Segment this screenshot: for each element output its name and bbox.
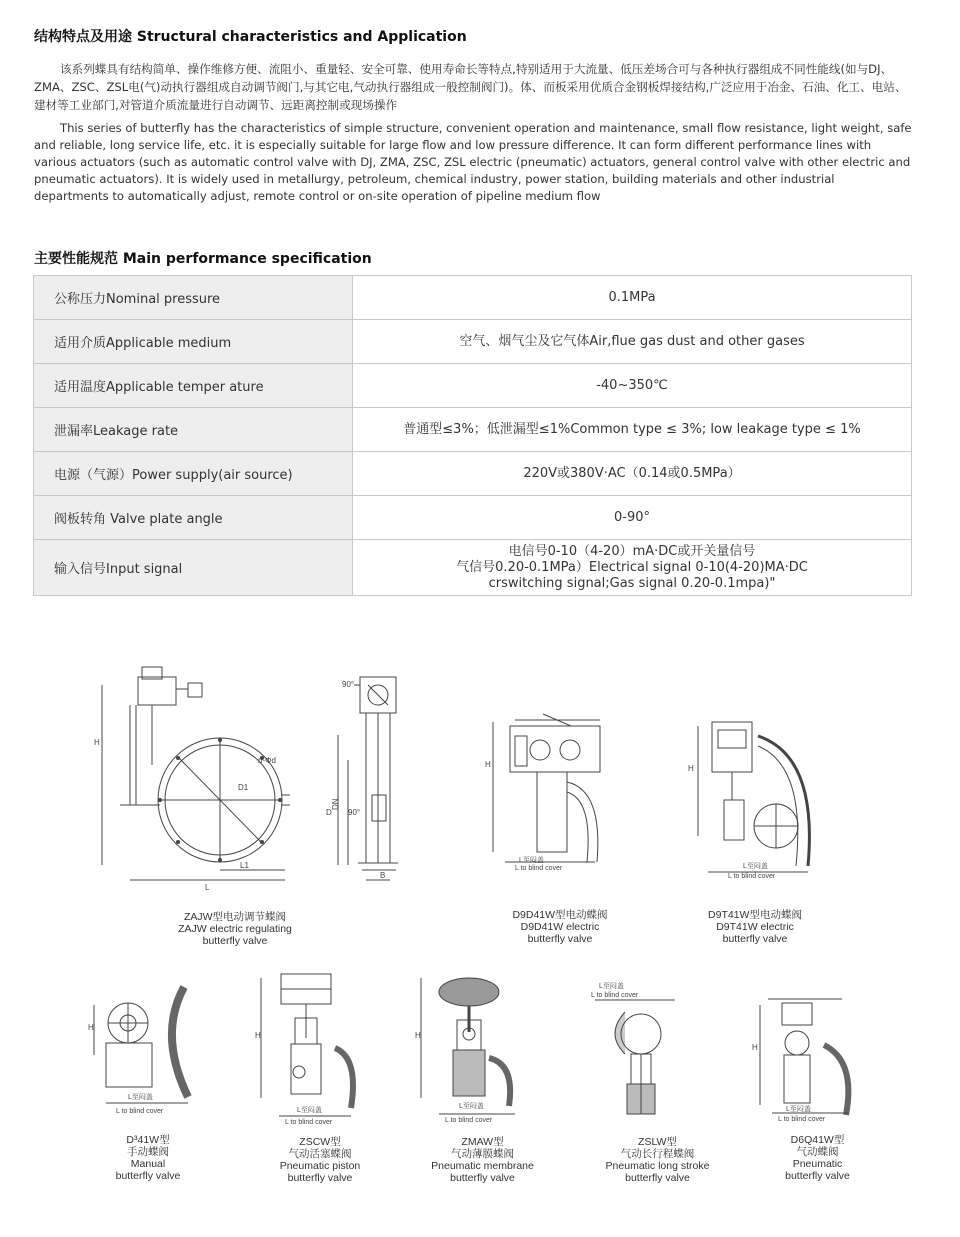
caption-cn: 气动活塞蝶阀 [288,1148,352,1160]
caption-cn: 气动蝶阀 [796,1146,839,1158]
zmaw-drawing [415,968,535,1128]
caption-cn: ZSCW型 [299,1136,341,1148]
dim-h-label: H [88,1023,94,1032]
caption-d341w [88,1134,208,1182]
zajw-side-drawing [318,665,418,890]
caption-cn: D9T41W型电动蝶阀 [708,909,802,921]
caption-en: butterfly valve [287,1172,353,1184]
input-signal-line: 电信号0-10（4-20）mA·DC或开关量信号 [508,543,756,559]
caption-en: Pneumatic piston [279,1160,361,1172]
d6q41w-drawing [752,995,862,1125]
input-signal-line: crswitching signal;Gas signal 0.20-0.1mpa)" [488,575,776,591]
caption-d9d41w [480,909,640,945]
paragraph-chinese: 该系列蝶具有结构简单、操作维修方便、流阻小、重量轻、安全可靠、使用寿命长等特点,特别适用于大流量、低压差场合可与各种执行器组成不同性能线(如与DJ、ZMA、ZSC、ZSL电(气)动执行器组成自动调节阀门,与其它电,气动执行器组成一般控制阀门)。体、而板采用优质合金钢板焊接结构,广泛应用于冶金、石油、化工、电站、建材等工业部门,对管道介质流量进行自动调节、远距离控制或现场操作 [34,62,907,112]
table-row [34,452,912,496]
blind-cover-cn: L至闷盖 [297,1107,322,1114]
blind-cover-en: L to blind cover [778,1116,826,1123]
blind-cover-en: L to blind cover [728,873,776,880]
caption-en: butterfly valve [115,1170,181,1182]
dim-d-label: D [326,808,332,817]
blind-cover-cn: L至闷盖 [599,983,624,990]
caption-en: D9D41W electric [520,921,600,933]
spec-value-input-signal [353,540,912,596]
caption-en: butterfly valve [450,1172,515,1184]
dim-d1-label: D1 [238,783,249,792]
d341w-drawing [88,985,208,1120]
caption-en: D9T41W electric [716,921,794,933]
table-row [34,408,912,452]
spec-label: 适用温度Applicable temper ature [34,364,353,408]
caption-cn: D³41W型 [126,1134,170,1146]
dim-h-label: H [255,1031,261,1040]
caption-d6q41w [760,1134,875,1182]
section-title-specification: 主要性能规范 Main performance specification [34,251,372,267]
dim-90-lower-label: 90° [348,808,361,817]
blind-cover-en: L to blind cover [591,992,639,999]
spec-value: 普通型≤3%；低泄漏型≤1%Common type ≤ 3%; low leakage type ≤ 1% [353,408,912,452]
caption-en: Manual [130,1158,166,1170]
input-signal-line: 气信号0.20-0.1MPa）Electrical signal 0-10(4-20)MA·DC [456,559,808,575]
paragraph-english: This series of butterfly has the characteristics of simple structure, convenient operation and maintenance, small flow resistance, light weight, safe and reliable, long service life, etc. it is especially suitable for large flow and low pressure difference. It can form different performance lines with various actuators (such as automatic control valve with DJ, ZMA, ZSC, ZSL electric (pneumatic) actuators, general control valve with other electric and pneumatic actuators). It is widely used in metallurgy, petroleum, chemical industry, power station, building materials and other industrial departments to automatically adjust, remote control or on-site operation of pipeline medium flow [34,121,912,203]
caption-cn: 手动蝶阀 [127,1146,169,1158]
blind-cover-en: L to blind cover [116,1108,164,1115]
caption-zslw [590,1136,725,1184]
dim-90-label: 90° [342,680,355,689]
spec-label: 适用介质Applicable medium [34,320,353,364]
spec-value: 空气、烟气尘及它气体Air,flue gas dust and other gases [353,320,912,364]
dim-h-label: H [688,764,694,773]
dim-h-label: H [485,760,491,769]
blind-cover-cn: L至闷盖 [459,1103,484,1110]
blind-cover-en: L to blind cover [285,1119,333,1126]
caption-en: butterfly valve [527,933,593,945]
dim-l1-label: L1 [240,861,249,870]
dim-h-label: H [94,738,100,747]
caption-en: butterfly valve [785,1170,850,1182]
blind-cover-en: L to blind cover [445,1117,493,1124]
table-row [34,364,912,408]
blind-cover-en: L to blind cover [515,865,563,872]
spec-value: -40~350℃ [353,364,912,408]
caption-cn: ZAJW型电动调节蝶阀 [183,911,287,923]
caption-cn: 气动薄膜蝶阀 [451,1148,514,1160]
caption-en: Pneumatic membrane [431,1160,534,1172]
section-title-structure: 结构特点及用途 Structural characteristics and Application [34,29,467,45]
caption-en: Pneumatic [792,1158,843,1170]
blind-cover-cn: L至闷盖 [743,863,768,870]
spec-label: 电源（气源）Power supply(air source) [34,452,353,496]
dim-h-label: H [415,1031,421,1040]
spec-label: 输入信号Input signal [34,540,353,596]
caption-en: butterfly valve [625,1172,690,1184]
dim-l-label: L [205,883,210,892]
caption-cn: 气动长行程蝶阀 [620,1148,695,1160]
zslw-drawing [585,972,695,1132]
dim-dn-label: DN [331,798,340,810]
caption-zajw [150,911,320,947]
zajw-front-drawing [90,665,300,895]
blind-cover-cn: L至闷盖 [786,1106,811,1113]
caption-cn: ZSLW型 [638,1136,677,1148]
spec-label: 公称压力Nominal pressure [34,276,353,320]
d9d41w-drawing [485,712,615,872]
blind-cover-cn: L至闷盖 [519,857,544,864]
zscw-drawing [255,968,365,1128]
dim-nd-label: n-Φd [258,756,276,765]
caption-en: Pneumatic long stroke [605,1160,710,1172]
caption-en: ZAJW electric regulating [178,923,292,935]
caption-cn: ZMAW型 [461,1136,504,1148]
spec-label: 阀板转角 Valve plate angle [34,496,353,540]
spec-value: 0.1MPa [353,276,912,320]
caption-en: butterfly valve [202,935,268,947]
spec-value: 220V或380V·AC（0.14或0.5MPa） [353,452,912,496]
table-row-input-signal [34,540,912,596]
caption-zmaw [415,1136,550,1184]
d9t41w-drawing [688,716,828,886]
table-row [34,496,912,540]
caption-cn: D9D41W型电动蝶阀 [512,909,608,921]
caption-en: butterfly valve [722,933,788,945]
caption-d9t41w [675,909,835,945]
dim-h-label: H [752,1043,758,1052]
spec-value: 0-90° [353,496,912,540]
dim-b-label: B [380,871,386,880]
caption-zscw [260,1136,380,1184]
blind-cover-cn: L至闷盖 [128,1094,153,1101]
caption-cn: D6Q41W型 [790,1134,845,1146]
spec-table [33,275,912,596]
table-row [34,276,912,320]
table-row [34,320,912,364]
spec-label: 泄漏率Leakage rate [34,408,353,452]
